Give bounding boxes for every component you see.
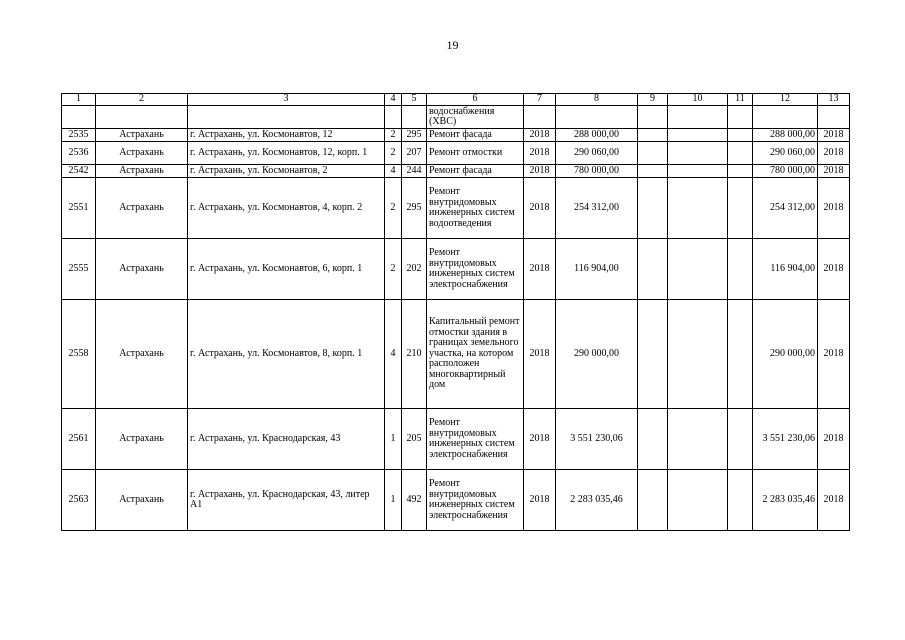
year2-cell: 2018 [818, 178, 850, 239]
col10-cell [668, 239, 728, 300]
city-cell: Астрахань [96, 129, 188, 142]
col4-cell: 4 [385, 300, 402, 409]
col5-cell: 207 [402, 142, 427, 165]
work-type-cell: Ремонт внутридомовых инженерных систем электроснабжения [427, 470, 524, 531]
work-type-cell: Ремонт внутридомовых инженерных систем электроснабжения [427, 239, 524, 300]
col11-cell [728, 165, 753, 178]
record-id-cell: 2535 [62, 129, 96, 142]
col10-cell [668, 129, 728, 142]
year2-cell: 2018 [818, 300, 850, 409]
col5-cell: 205 [402, 409, 427, 470]
address-cell: г. Астрахань, ул. Космонавтов, 4, корп. 2 [188, 178, 385, 239]
col9-cell [638, 409, 668, 470]
record-id-cell: 2558 [62, 300, 96, 409]
col11-cell [728, 142, 753, 165]
record-id-cell: 2563 [62, 470, 96, 531]
repair-schedule-table [61, 93, 850, 531]
cost-cell: 290 000,00 [556, 300, 638, 409]
col11-cell [728, 178, 753, 239]
header-cell: 11 [728, 94, 753, 106]
work-type-cell: Ремонт внутридомовых инженерных систем водоотведения [427, 178, 524, 239]
address-cell: г. Астрахань, ул. Краснодарская, 43 [188, 409, 385, 470]
work-type-cell: Ремонт фасада [427, 129, 524, 142]
city-cell [96, 106, 188, 129]
page-number: 19 [446, 38, 459, 52]
year-cell: 2018 [524, 129, 556, 142]
city-cell: Астрахань [96, 409, 188, 470]
cost-cell: 290 060,00 [556, 142, 638, 165]
city-cell: Астрахань [96, 300, 188, 409]
year2-cell: 2018 [818, 409, 850, 470]
header-cell: 12 [753, 94, 818, 106]
record-id-cell: 2561 [62, 409, 96, 470]
header-cell: 2 [96, 94, 188, 106]
total-cell: 3 551 230,06 [753, 409, 818, 470]
work-type-cell: водоснабжения (ХВС) [427, 106, 524, 129]
year2-cell: 2018 [818, 142, 850, 165]
col4-cell: 1 [385, 409, 402, 470]
table-row [62, 300, 850, 409]
col9-cell [638, 142, 668, 165]
year2-cell: 2018 [818, 470, 850, 531]
address-cell: г. Астрахань, ул. Космонавтов, 12 [188, 129, 385, 142]
col5-cell [402, 106, 427, 129]
cost-cell [556, 106, 638, 129]
col11-cell [728, 300, 753, 409]
col10-cell [668, 470, 728, 531]
col5-cell: 295 [402, 129, 427, 142]
col9-cell [638, 300, 668, 409]
col10-cell [668, 409, 728, 470]
total-cell: 780 000,00 [753, 165, 818, 178]
total-cell: 290 060,00 [753, 142, 818, 165]
col5-cell: 244 [402, 165, 427, 178]
cost-cell: 2 283 035,46 [556, 470, 638, 531]
address-cell: г. Астрахань, ул. Космонавтов, 8, корп. 1 [188, 300, 385, 409]
cost-cell: 3 551 230,06 [556, 409, 638, 470]
col4-cell: 1 [385, 470, 402, 531]
table-row [62, 129, 850, 142]
col10-cell [668, 106, 728, 129]
col4-cell: 4 [385, 165, 402, 178]
col9-cell [638, 178, 668, 239]
header-cell: 10 [668, 94, 728, 106]
city-cell: Астрахань [96, 470, 188, 531]
city-cell: Астрахань [96, 142, 188, 165]
col9-cell [638, 106, 668, 129]
year-cell: 2018 [524, 142, 556, 165]
address-cell: г. Астрахань, ул. Космонавтов, 12, корп. 1 [188, 142, 385, 165]
header-cell: 7 [524, 94, 556, 106]
record-id-cell: 2555 [62, 239, 96, 300]
year-cell: 2018 [524, 178, 556, 239]
total-cell [753, 106, 818, 129]
address-cell: г. Астрахань, ул. Космонавтов, 2 [188, 165, 385, 178]
year-cell: 2018 [524, 470, 556, 531]
col4-cell [385, 106, 402, 129]
col9-cell [638, 239, 668, 300]
col5-cell: 202 [402, 239, 427, 300]
col4-cell: 2 [385, 178, 402, 239]
year-cell: 2018 [524, 165, 556, 178]
cost-cell: 288 000,00 [556, 129, 638, 142]
address-cell: г. Астрахань, ул. Космонавтов, 6, корп. 1 [188, 239, 385, 300]
col11-cell [728, 129, 753, 142]
header-cell: 6 [427, 94, 524, 106]
table-row [62, 470, 850, 531]
header-cell: 13 [818, 94, 850, 106]
year2-cell: 2018 [818, 165, 850, 178]
col4-cell: 2 [385, 239, 402, 300]
work-type-cell: Ремонт внутридомовых инженерных систем электроснабжения [427, 409, 524, 470]
col10-cell [668, 142, 728, 165]
col9-cell [638, 470, 668, 531]
col9-cell [638, 165, 668, 178]
total-cell: 116 904,00 [753, 239, 818, 300]
header-cell: 1 [62, 94, 96, 106]
col4-cell: 2 [385, 142, 402, 165]
city-cell: Астрахань [96, 239, 188, 300]
cost-cell: 780 000,00 [556, 165, 638, 178]
total-cell: 2 283 035,46 [753, 470, 818, 531]
col5-cell: 492 [402, 470, 427, 531]
year-cell: 2018 [524, 300, 556, 409]
cost-cell: 116 904,00 [556, 239, 638, 300]
year-cell [524, 106, 556, 129]
table-row [62, 409, 850, 470]
total-cell: 290 000,00 [753, 300, 818, 409]
record-id-cell: 2551 [62, 178, 96, 239]
table-row [62, 178, 850, 239]
header-cell: 9 [638, 94, 668, 106]
city-cell: Астрахань [96, 165, 188, 178]
header-cell: 5 [402, 94, 427, 106]
col11-cell [728, 106, 753, 129]
record-id-cell: 2542 [62, 165, 96, 178]
work-type-cell: Капитальный ремонт отмостки здания в границах земельного участка, на котором расположен многоквартирный дом [427, 300, 524, 409]
year2-cell: 2018 [818, 239, 850, 300]
col5-cell: 210 [402, 300, 427, 409]
record-id-cell [62, 106, 96, 129]
year-cell: 2018 [524, 239, 556, 300]
col10-cell [668, 178, 728, 239]
total-cell: 288 000,00 [753, 129, 818, 142]
col5-cell: 295 [402, 178, 427, 239]
address-cell: г. Астрахань, ул. Краснодарская, 43, литер А1 [188, 470, 385, 531]
col10-cell [668, 165, 728, 178]
header-row [62, 94, 850, 106]
header-cell: 3 [188, 94, 385, 106]
col11-cell [728, 239, 753, 300]
col11-cell [728, 470, 753, 531]
header-cell: 8 [556, 94, 638, 106]
table-row [62, 165, 850, 178]
table-row [62, 106, 850, 129]
table-row [62, 239, 850, 300]
col9-cell [638, 129, 668, 142]
table-row [62, 142, 850, 165]
year2-cell: 2018 [818, 129, 850, 142]
year2-cell [818, 106, 850, 129]
work-type-cell: Ремонт фасада [427, 165, 524, 178]
year-cell: 2018 [524, 409, 556, 470]
col10-cell [668, 300, 728, 409]
record-id-cell: 2536 [62, 142, 96, 165]
address-cell [188, 106, 385, 129]
header-cell: 4 [385, 94, 402, 106]
total-cell: 254 312,00 [753, 178, 818, 239]
col11-cell [728, 409, 753, 470]
work-type-cell: Ремонт отмостки [427, 142, 524, 165]
city-cell: Астрахань [96, 178, 188, 239]
col4-cell: 2 [385, 129, 402, 142]
cost-cell: 254 312,00 [556, 178, 638, 239]
